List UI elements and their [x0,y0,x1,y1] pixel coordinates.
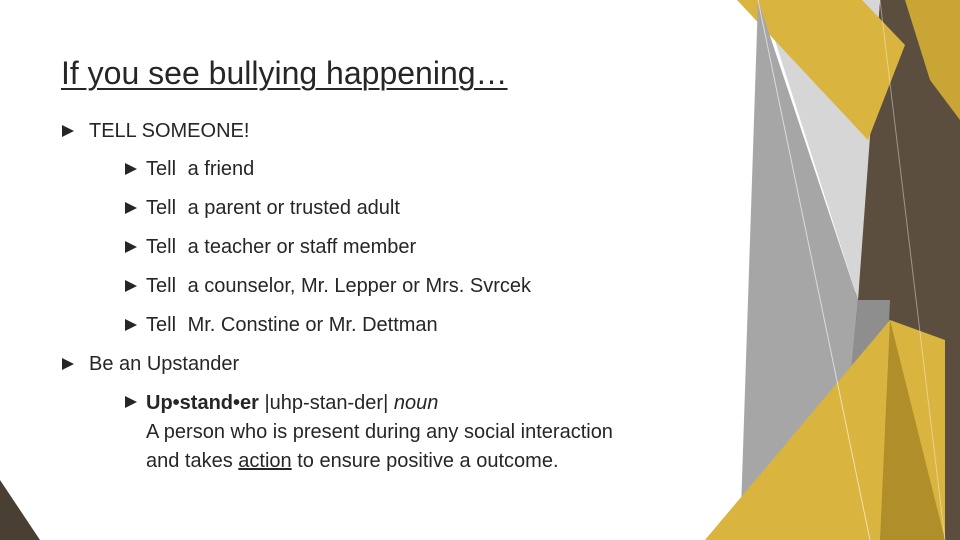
definition-line-2-start: and takes [146,450,233,472]
slide-title: If you see bullying happening… [61,55,508,91]
item-text: a friend [187,158,255,180]
bullet-tell-someone [62,118,702,338]
list-item [89,195,702,221]
item-text: Mr. Constine or Mr. Dettman [187,314,438,336]
item-text: a teacher or staff member [187,236,417,258]
item-lead: Tell [146,314,177,336]
definition-line-2-end: to ensure positive a outcome. [297,450,559,472]
bullet-text: TELL SOMEONE! [89,120,250,142]
item-lead: Tell [146,275,177,297]
bullet-arrow-icon [125,280,137,292]
definition-pronunciation: |uhp-stan-der| [264,392,389,414]
bullet-arrow-icon [125,241,137,253]
bullet-text: Be an Upstander [89,353,240,375]
list-item [89,273,702,299]
bullet-list [62,118,702,476]
left-accent-shape [0,480,40,540]
upstander-sublist [89,389,702,476]
list-item [89,156,702,182]
bullet-arrow-icon [62,358,74,370]
definition-line-2 [146,447,702,476]
item-text: a counselor, Mr. Lepper or Mrs. Svrcek [187,275,532,297]
list-item [89,234,702,260]
slide-body [62,118,702,488]
item-lead: Tell [146,197,177,219]
definition-part-of-speech: noun [393,392,439,414]
item-text: a parent or trusted adult [187,197,400,219]
bullet-arrow-icon [125,319,137,331]
tell-sublist [89,156,702,338]
definition-item [89,389,702,476]
item-lead: Tell [146,236,177,258]
definition-emphasis: action [238,450,292,472]
item-lead: Tell [146,158,177,180]
list-item [89,312,702,338]
bullet-arrow-icon [125,396,137,408]
bullet-arrow-icon [125,202,137,214]
bullet-upstander [62,351,702,476]
definition-word: Up•stand•er [146,392,259,414]
bullet-arrow-icon [125,163,137,175]
definition-line-1: A person who is present during any social interaction [146,421,613,443]
bullet-arrow-icon [62,125,74,137]
